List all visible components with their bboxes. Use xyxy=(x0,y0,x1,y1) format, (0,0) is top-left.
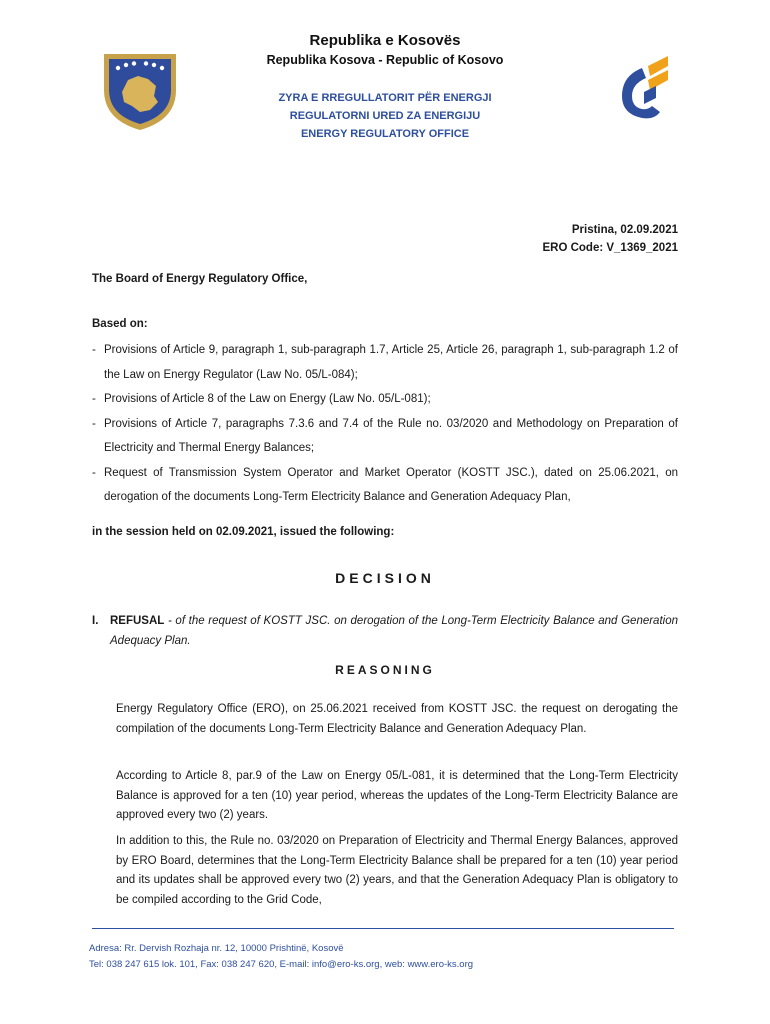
footer-divider xyxy=(92,928,674,929)
session-statement: in the session held on 02.09.2021, issued the following: xyxy=(92,526,395,538)
reasoning-heading: REASONING xyxy=(335,663,435,677)
decision-heading: DECISION xyxy=(335,570,435,586)
reasoning-paragraph: Energy Regulatory Office (ERO), on 25.06.2021 received from KOSTT JSC. the request on derogating the compilation of the documents Long-Term Electricity Balance and Generation Adequacy Plan. xyxy=(116,703,678,735)
reasoning-paragraph: In addition to this, the Rule no. 03/2020 on Preparation of Electricity and Thermal Energy Balances, approved by ERO Board, determines that the Long-Term Electricity Balance shall be prepared for a ten (10) year period and its updates shall be approved every two (2) years, and that the Generation Adequacy Plan is obligatory to be compiled according to the Grid Code, xyxy=(116,835,678,906)
country-subtitle: Republika Kosova - Republic of Kosovo xyxy=(266,53,504,67)
based-on-list xyxy=(92,338,678,510)
office-name-line-sq: ZYRA E RREGULLATORIT PËR ENERGJI xyxy=(278,92,492,104)
footer xyxy=(89,941,473,973)
ero-logo-icon xyxy=(616,52,674,124)
country-title: Republika e Kosovës xyxy=(309,32,461,49)
document-meta xyxy=(542,221,678,257)
office-name-line-en: ENERGY REGULATORY OFFICE xyxy=(300,128,470,140)
decision-item-text: - of the request of KOSTT JSC. on derogation of the Long-Term Electricity Balance and Generation Adequacy Plan. xyxy=(110,615,678,647)
footer-contact: Tel: 038 247 615 lok. 101, Fax: 038 247 620, E-mail: info@ero-ks.org, web: www.ero-ks.org xyxy=(89,959,474,970)
decision-item xyxy=(92,611,678,651)
list-item: - Provisions of Article 7, paragraphs 7.3.6 and 7.4 of the Rule no. 03/2020 and Methodology on Preparation of Electricity and Thermal Energy Balances; xyxy=(92,417,678,454)
reasoning-paragraph: According to Article 8, par.9 of the Law on Energy 05/L-081, it is determined that the Long-Term Electricity Balance is approved for a ten (10) year period, whereas the updates of the Long-Term Electricity Balance are approved every two (2) years. xyxy=(116,770,678,821)
list-item: - Provisions of Article 9, paragraph 1, sub-paragraph 1.7, Article 25, Article 26, paragraph 1, sub-paragraph 1.2 of the Law on Energy Regulator (Law No. 05/L-084); xyxy=(92,344,678,381)
board-heading: The Board of Energy Regulatory Office, xyxy=(92,273,308,285)
list-item: - Provisions of Article 8 of the Law on Energy (Law No. 05/L-081); xyxy=(92,393,431,405)
office-name-line-sr: REGULATORNI URED ZA ENERGIJU xyxy=(289,110,481,122)
footer-address: Adresa: Rr. Dervish Rozhaja nr. 12, 10000 Prishtinë, Kosovë xyxy=(89,943,344,954)
document-code: ERO Code: V_1369_2021 xyxy=(542,242,678,254)
based-on-label: Based on: xyxy=(92,318,148,330)
document-date: Pristina, 02.09.2021 xyxy=(571,224,678,236)
decision-item-label: REFUSAL xyxy=(110,615,165,627)
decision-item-number: I. xyxy=(92,615,99,627)
list-item: - Request of Transmission System Operator and Market Operator (KOSTT JSC.), dated on 25.06.2021, on derogation of the documents Long-Term Electricity Balance and Generation Adequacy Plan, xyxy=(92,466,678,503)
